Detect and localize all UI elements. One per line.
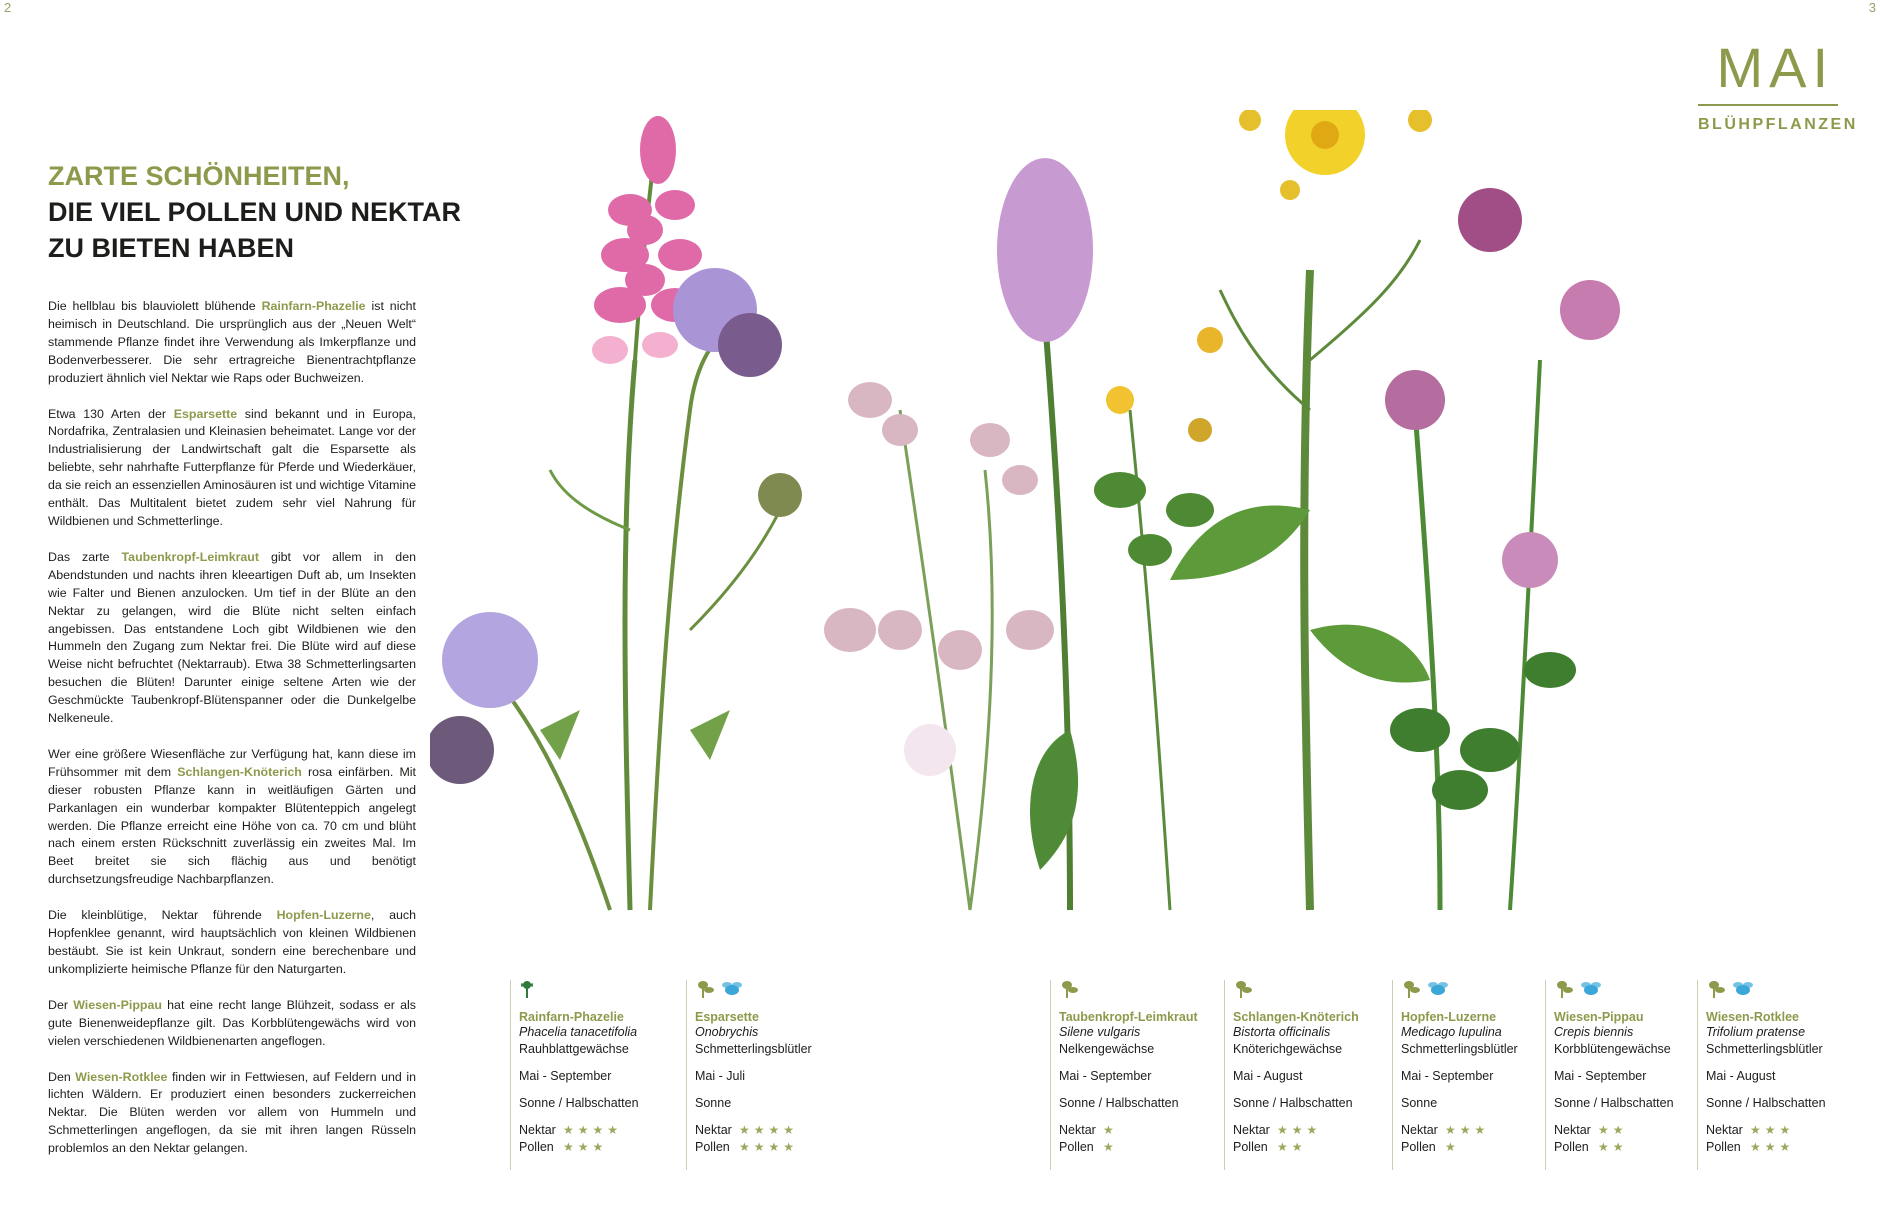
trifolium-plant-illustration [1385,188,1620,910]
body-text: Den [48,1069,76,1084]
headline-line-1: ZARTE SCHÖNHEITEN, [48,161,350,191]
plant-family: Schmetterlingsblütler [695,1042,812,1056]
plant-family: Schmetterlingsblütler [1706,1042,1823,1056]
plant-common-name: Taubenkropf-Leimkraut [1059,1010,1198,1024]
nectar-pollen-ratings [1059,1122,1229,1156]
pollen-stars: ★★★ [1750,1140,1795,1154]
silene-plant-illustration [824,382,1054,910]
body-text: gibt vor allem in den Abendstunden und nachts ihren kleeartigen Duft ab, um Insekten wie Falter und Bienen anzulocken. Um tief in der Blüte an den Nektar zu gelangen, wird die Blüte nicht selten einfach angebissen. Das entstandene Loch gibt Wildbienen wie den Hummeln den Zugang zum Nektar frei. Die Blüte wird auf diese Weise nicht befruchtet (Nektarraub). Etwa 38 Schmetterlingsarten besuchen die Blüten! Darunter einige seltene Arten wie der Geschmückte Taubenkropf-Blütenspanner oder die Dunkelgelbe Nelkeneule. [48,549,416,726]
nectar-label: Nektar [1706,1123,1743,1137]
nectar-stars: ★★ [1598,1123,1628,1137]
article-headline [48,158,468,266]
plant-card-icons [695,980,865,1002]
body-text: Etwa 130 Arten der [48,406,174,421]
plant-card [1224,980,1403,1170]
nectar-stars: ★★★ [1277,1123,1322,1137]
pollen-stars: ★★ [1277,1140,1307,1154]
body-text: Das zarte [48,549,122,564]
headline-line-3: ZU BIETEN HABEN [48,233,295,263]
pollen-label: Pollen [519,1140,554,1154]
nectar-pollen-ratings [1233,1122,1403,1156]
plant-family: Rauhblattgewächse [519,1042,629,1056]
plant-card [686,980,865,1170]
bee-icon [1427,981,1449,1002]
page-number-left: 2 [4,0,12,15]
nectar-rating [1706,1122,1876,1139]
plant-latin-name: Phacelia tanacetifolia [519,1025,638,1039]
month-title: MAI [1716,36,1834,99]
plant-latin-name: Onobrychis [695,1025,759,1039]
pollen-rating [1233,1139,1403,1156]
month-divider [1698,104,1838,106]
nectar-label: Nektar [695,1123,732,1137]
light-requirement: Sonne [1401,1096,1438,1110]
pollen-label: Pollen [1233,1140,1268,1154]
bloom-period: Mai - September [519,1069,612,1083]
body-text: hat eine recht lange Blühzeit, sodass er als gute Bienenweidepflanze gilt. Das Korbblütengewächs wird von vielen verschiedenen Wildbienenarten angeflogen. [48,997,416,1048]
nectar-stars: ★★★★ [739,1123,799,1137]
plant-card [1697,980,1876,1170]
nectar-stars: ★★★ [1750,1123,1795,1137]
nectar-pollen-ratings [1706,1122,1876,1156]
light-requirement: Sonne / Halbschatten [1233,1096,1353,1110]
plant-name-highlight: Hopfen-Luzerne [276,908,371,923]
plant-latin-name: Trifolium pratense [1706,1025,1806,1039]
pollen-label: Pollen [1401,1140,1436,1154]
headline-line-2: DIE VIEL POLLEN UND NEKTAR [48,197,462,227]
body-text: Die hellblau bis blauviolett blühende [48,299,262,313]
wildflower-illustration [430,110,1858,920]
plant-name-highlight: Taubenkropf-Leimkraut [121,549,259,564]
pollen-label: Pollen [1554,1140,1589,1154]
plant-latin-name: Crepis biennis [1554,1025,1634,1039]
nectar-rating [519,1122,689,1139]
plant-latin-name: Silene vulgaris [1059,1025,1141,1039]
plant-common-name: Rainfarn-Phazelie [519,1010,624,1024]
phacelia-plant-illustration [430,268,802,910]
nectar-stars: ★ [1103,1123,1118,1137]
plant-icon [1233,980,1253,1003]
pollen-label: Pollen [695,1140,730,1154]
nectar-rating [1233,1122,1403,1139]
bloom-period: Mai - August [1233,1069,1303,1083]
body-text: Die kleinblütige, Nektar führende [48,908,277,923]
body-text: Der [48,997,74,1012]
bee-icon [1732,981,1754,1002]
pollen-stars: ★★ [1598,1140,1628,1154]
bloom-period: Mai - Juli [695,1069,746,1083]
nectar-pollen-ratings [519,1122,689,1156]
plant-common-name: Wiesen-Rotklee [1706,1010,1799,1024]
plant-card-icons [1059,980,1229,1002]
plant-latin-name: Medicago lupulina [1401,1025,1502,1039]
plant-card-icons [1706,980,1876,1002]
nectar-rating [1059,1122,1229,1139]
body-paragraph [48,746,416,889]
plant-icon [1401,980,1421,1003]
light-requirement: Sonne / Halbschatten [1554,1096,1674,1110]
plant-name-highlight: Rainfarn-Phazelie [261,299,366,313]
plant-common-name: Esparsette [695,1010,759,1024]
light-requirement: Sonne / Halbschatten [519,1096,639,1110]
plant-name-highlight: Wiesen-Pippau [73,997,162,1012]
plant-family: Knöterichgewächse [1233,1042,1343,1056]
body-text: Wer eine größere Wiesenfläche zur Verfügung hat, kann diese im Frühsommer mit dem [48,746,416,779]
body-text: finden wir in Fettwiesen, auf Feldern und in lichten Wäldern. Er produziert einen besonders zuckerreichen Nektar. Die Blüten werden vor allem von Hummeln und Schmetterlingen angeflogen, da sie mit ihren langen Rüsseln problemlos an den Nektar gelangen. [48,1069,416,1156]
pollen-label: Pollen [1059,1140,1094,1154]
body-text: ist nicht heimisch in Deutschland. Die ursprünglich aus der „Neuen Welt“ stammende Pflanze findet ihre Verwendung als Imkerpflanze und Bodenverbesserer. Die sehr ertragreiche Bienentrachtpflanze produziert ähnlich viel Nektar wie Raps oder Buchweizen. [48,299,416,385]
plant-card-icons [1233,980,1403,1002]
section-title: BLÜHPFLANZEN [1698,116,1858,133]
body-paragraph [48,549,416,728]
pollen-stars: ★ [1445,1140,1460,1154]
body-text: , auch Hopfenklee genannt, wird hauptsächlich von kleinen Wildbienen bestäubt. Sie ist kein Unkraut, sondern eine berechenbare und unkomplizierte heimische Pflanze für den Naturgarten. [48,908,416,976]
plant-name-highlight: Wiesen-Rotklee [75,1069,168,1084]
medicago-plant-illustration [1094,327,1223,910]
body-paragraph [48,907,416,979]
plant-family: Korbblütengewächse [1554,1042,1671,1056]
plant-common-name: Hopfen-Luzerne [1401,1010,1497,1024]
pollen-label: Pollen [1706,1140,1741,1154]
pollen-rating [1059,1139,1229,1156]
pollen-rating [1706,1139,1876,1156]
bee-icon [721,981,743,1002]
bistorta-plant-illustration [997,158,1093,910]
plant-common-name: Schlangen-Knöterich [1233,1010,1359,1024]
bloom-period: Mai - August [1706,1069,1776,1083]
body-paragraph [48,298,416,388]
plant-name-highlight: Schlangen-Knöterich [177,764,302,779]
bloom-period: Mai - September [1059,1069,1152,1083]
plant-icon [1554,980,1574,1003]
pollen-stars: ★ [1103,1140,1118,1154]
plant-card [510,980,689,1170]
plant-common-name: Wiesen-Pippau [1554,1010,1644,1024]
bee-icon [1580,981,1602,1002]
native-plant-icon [519,980,535,1003]
plant-icon [1706,980,1726,1003]
bloom-period: Mai - September [1401,1069,1494,1083]
body-text: rosa einfärben. Mit dieser robusten Pflanze kann in weitläufigen Gärten und Parkanlagen ein wunderbar kompakter Blütenteppich angelegt werden. Die Pflanze erreicht eine Höhe von ca. 70 cm und blüht nach einem ersten Rückschnitt zuverlässig ein zweites Mal. Im Beet breitet sie sich flächig aus und benötigt durchsetzungsfreudige Nachbarpflanzen. [48,764,416,887]
light-requirement: Sonne / Halbschatten [1706,1096,1826,1110]
plant-family: Schmetterlingsblütler [1401,1042,1518,1056]
pollen-stars: ★★★ [563,1140,608,1154]
bloom-period: Mai - September [1554,1069,1647,1083]
nectar-label: Nektar [1059,1123,1096,1137]
nectar-stars: ★★★ [1445,1123,1490,1137]
plant-icon [695,980,715,1003]
pollen-stars: ★★★★ [739,1140,799,1154]
plant-card [1050,980,1229,1170]
pollen-rating [695,1139,865,1156]
plant-card-icons [519,980,689,1002]
nectar-pollen-ratings [695,1122,865,1156]
nectar-label: Nektar [1554,1123,1591,1137]
light-requirement: Sonne / Halbschatten [1059,1096,1179,1110]
pollen-rating [519,1139,689,1156]
body-paragraph [48,406,416,531]
plant-family: Nelkengewächse [1059,1042,1155,1056]
page-number-right: 3 [1868,0,1876,15]
nectar-label: Nektar [1233,1123,1270,1137]
plant-latin-name: Bistorta officinalis [1233,1025,1331,1039]
nectar-label: Nektar [519,1123,556,1137]
light-requirement: Sonne [695,1096,732,1110]
plant-icon [1059,980,1079,1003]
plant-profile-cards [0,980,1880,1180]
nectar-label: Nektar [1401,1123,1438,1137]
nectar-stars: ★★★★ [563,1123,623,1137]
nectar-rating [695,1122,865,1139]
body-text: sind bekannt und in Europa, Nordafrika, Zentralasien und Kleinasien beheimatet. Lange vor der Industrialisierung der Landwirtschaft galt die Esparsette als beliebte, sehr nahrhafte Futterpflanze für Pferde und Wiederkäuer, da sie reich an essenziellen Aminosäuren ist und wichtige Vitamine enthält. Das Multitalent bietet zudem sehr viel Nahrung für Wildbienen und Schmetterlinge. [48,406,416,528]
plant-name-highlight: Esparsette [173,406,238,421]
